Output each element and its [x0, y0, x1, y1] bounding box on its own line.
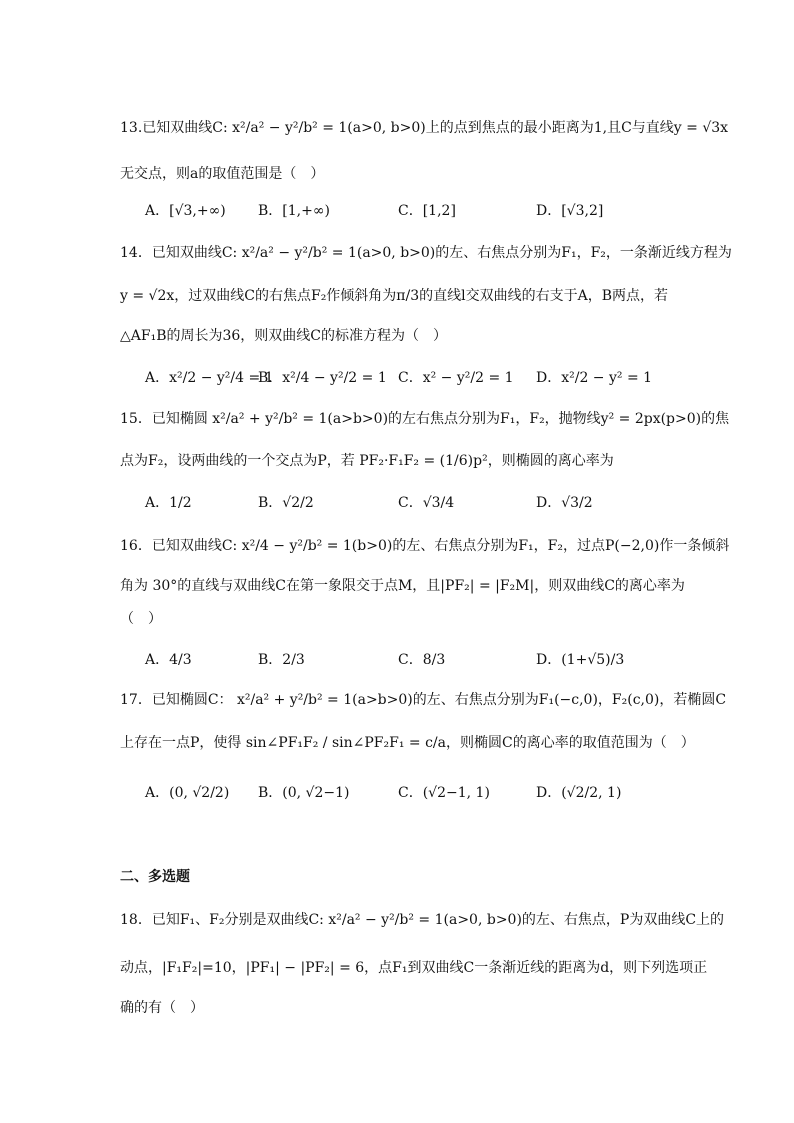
question-14-option-d: D．x²/2 − y² = 1 [536, 370, 653, 386]
question-14-option-b: B．x²/4 − y²/2 = 1 [258, 370, 387, 386]
question-13-line-2: 无交点，则a的取值范围是（ ） [120, 166, 325, 182]
question-17-option-b: B．(0, √2−1) [258, 785, 350, 801]
question-13-option-b: B．[1,+∞) [258, 203, 330, 219]
question-14-line-2: y = √2x，过双曲线C的右焦点F₂作倾斜角为π/3的直线l交双曲线的右支于A，B两点，若 [120, 288, 669, 304]
question-13-option-a: A．[√3,+∞) [145, 203, 226, 219]
question-15-line-2: 点为F₂，设两曲线的一个交点为P，若 PF₂·F₁F₂ = (1/6)p²，则椭圆的离心率为 [120, 453, 614, 469]
section-title: 二、多选题 [120, 869, 190, 885]
question-16-line-3: （ ） [120, 611, 162, 627]
question-15-line-1: 15．已知椭圆 x²/a² + y²/b² = 1(a>b>0)的左右焦点分别为F₁，F₂，抛物线y² = 2px(p>0)的焦 [120, 411, 730, 427]
question-16-line-1: 16．已知双曲线C: x²/4 − y²/b² = 1(b>0)的左、右焦点分别为F₁，F₂，过点P(−2,0)作一条倾斜 [120, 538, 730, 554]
question-17-option-d: D．(√2/2, 1) [536, 785, 622, 801]
question-14-line-3: △AF₁B的周长为36，则双曲线C的标准方程为（ ） [120, 328, 448, 344]
question-15-option-c: C．√3/4 [398, 495, 455, 511]
question-16-option-b: B．2/3 [258, 652, 305, 668]
question-13-line-1: 13.已知双曲线C: x²/a² − y²/b² = 1(a>0, b>0)上的点到焦点的最小距离为1,且C与直线y = √3x [120, 120, 729, 136]
question-18-line-3: 确的有（ ） [120, 1000, 204, 1016]
question-14-line-1: 14．已知双曲线C: x²/a² − y²/b² = 1(a>0, b>0)的左、右焦点分别为F₁，F₂，一条渐近线方程为 [120, 245, 732, 261]
question-15-option-d: D．√3/2 [536, 495, 593, 511]
question-13-option-c: C．[1,2] [398, 203, 456, 219]
question-17-option-c: C．(√2−1, 1) [398, 785, 490, 801]
question-16-option-a: A．4/3 [145, 652, 192, 668]
question-16-option-d: D．(1+√5)/3 [536, 652, 625, 668]
question-17-line-1: 17．已知椭圆C： x²/a² + y²/b² = 1(a>b>0)的左、右焦点分别为F₁(−c,0)，F₂(c,0)，若椭圆C [120, 692, 727, 708]
question-18-line-2: 动点，|F₁F₂|=10，|PF₁| − |PF₂| = 6，点F₁到双曲线C一条渐近线的距离为d，则下列选项正 [120, 960, 708, 976]
question-14-option-c: C．x² − y²/2 = 1 [398, 370, 514, 386]
question-14-option-a: A．x²/2 − y²/4 = 1 [145, 370, 274, 386]
question-15-option-a: A．1/2 [145, 495, 192, 511]
question-16-option-c: C．8/3 [398, 652, 446, 668]
question-17-line-2: 上存在一点P，使得 sin∠PF₁F₂ / sin∠PF₂F₁ = c/a，则椭圆C的离心率的取值范围为（ ） [120, 735, 695, 751]
question-13-option-d: D．[√3,2] [536, 203, 604, 219]
question-15-option-b: B．√2/2 [258, 495, 314, 511]
question-18-line-1: 18．已知F₁、F₂分别是双曲线C: x²/a² − y²/b² = 1(a>0, b>0)的左、右焦点，P为双曲线C上的 [120, 912, 725, 928]
question-17-option-a: A．(0, √2/2) [145, 785, 230, 801]
question-16-line-2: 角为 30°的直线与双曲线C在第一象限交于点M，且|PF₂| = |F₂M|，则双曲线C的离心率为 [120, 578, 685, 594]
